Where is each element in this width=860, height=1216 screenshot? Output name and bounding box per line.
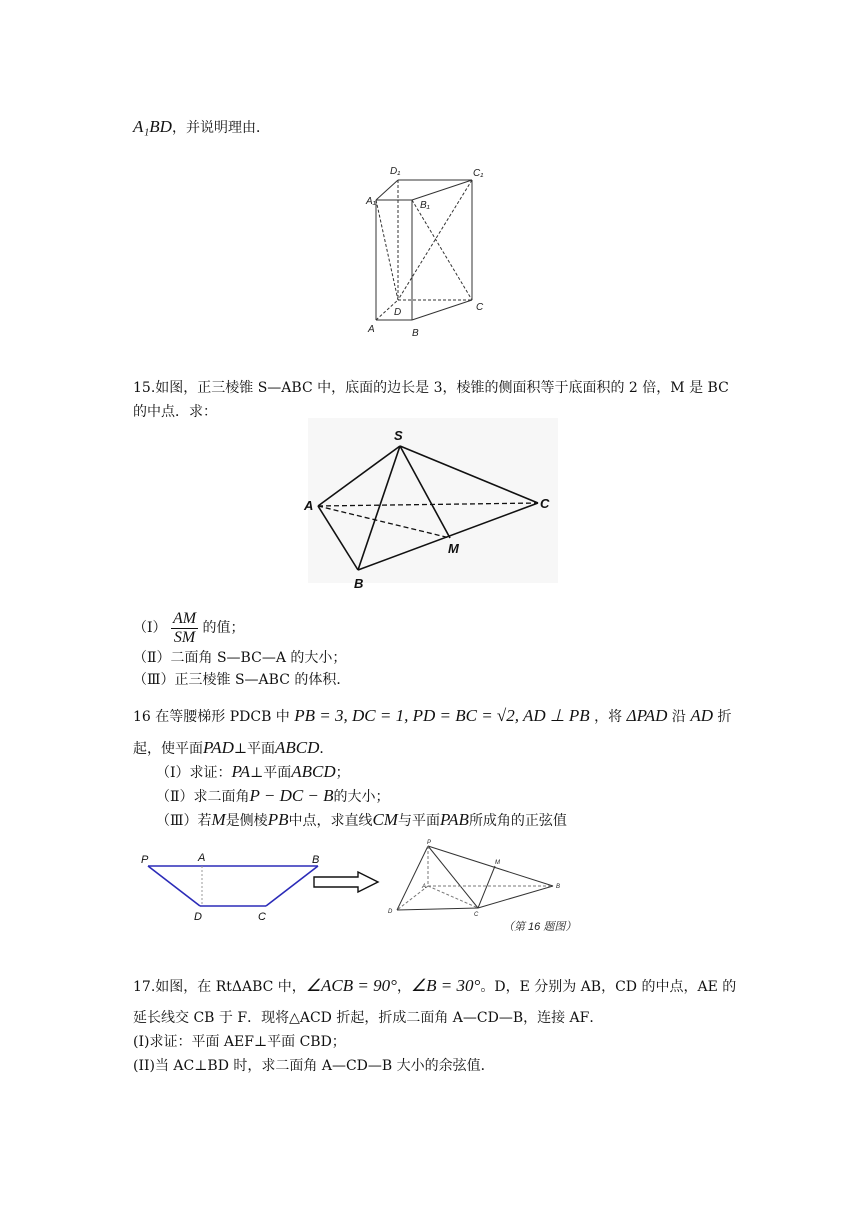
q16-l1-m2: ΔPAD [626, 706, 668, 725]
q16-l1-d: 折 [717, 709, 732, 725]
folded-pyramid-figure [385, 838, 585, 933]
q16-p3-d: 与平面 [397, 813, 440, 829]
label-p: P [141, 854, 149, 866]
prism-figure [360, 160, 500, 340]
q15-part2: （Ⅱ）二面角 S—BC—A 的大小； [133, 650, 347, 666]
q16-p1-a: （Ⅰ）求证： [156, 765, 232, 781]
q16-p3-m1: M [211, 810, 226, 829]
q16-p1-m1: PA [231, 762, 251, 781]
q16-p3-b: 是侧棱 [225, 813, 268, 829]
q16-p1-b: ⊥平面 [250, 765, 292, 781]
q15-line2: 的中点．求： [133, 404, 217, 420]
label-d1: D₁ [390, 166, 401, 177]
q16-l2-m1: PAD [203, 738, 234, 757]
q15-part1-suffix: 的值； [202, 620, 245, 636]
q16-l1-m3: AD [690, 706, 714, 725]
trapezoid-figure [138, 850, 338, 925]
q16-p3-a: （Ⅲ）若 [156, 813, 212, 829]
q16-p1-m2: ABCD [291, 762, 336, 781]
q16-p3-m3: CM [372, 810, 398, 829]
q16-p2-m: P − DC − B [249, 786, 334, 805]
label-b1: B₁ [420, 200, 430, 211]
q16-p3-m2: PB [267, 810, 289, 829]
label-b: B [556, 884, 561, 890]
figure-caption: （第 16 题图） [503, 921, 577, 933]
q16-line1 [133, 706, 731, 727]
q16-l2-c: ． [319, 741, 334, 757]
label-a: A [198, 852, 206, 864]
fraction-numerator: AM [172, 609, 197, 627]
label-m: M [495, 860, 500, 866]
q16-part2 [156, 786, 390, 807]
q16-p2-a: （Ⅱ）求二面角 [156, 789, 250, 805]
label-m: M [448, 541, 459, 556]
label-c: C [258, 911, 266, 923]
q16-part3 [156, 810, 567, 831]
label-s: S [394, 428, 403, 443]
q17-l1-c: 。D，E 分别为 AB，CD 的中点，AE 的 [480, 979, 737, 995]
q15-part1-prefix: （Ⅰ） [133, 620, 167, 636]
q16-part1 [156, 762, 350, 783]
label-a: A [422, 884, 427, 890]
q17-l1-b: ， [396, 979, 411, 995]
q15-part3: （Ⅲ）正三棱锥 S—ABC 的体积． [133, 672, 351, 688]
q15-part1 [133, 608, 245, 648]
q16-l1-m1: PB = 3, DC = 1, PD = BC = √2, AD ⊥ PB [294, 706, 590, 725]
q16-p2-b: 的大小； [333, 789, 390, 805]
q16-p3-c: 中点，求直线 [288, 813, 373, 829]
fraction-am-sm [171, 610, 198, 647]
label-b: B [354, 576, 364, 591]
math-a1bd: A₁BD [133, 117, 172, 136]
q16-p3-m4: PAB [439, 810, 469, 829]
label-a: A [304, 498, 314, 513]
q16-l2-a: 起，使平面 [133, 741, 203, 757]
label-p: P [427, 840, 432, 846]
label-a: A [368, 324, 375, 335]
label-d: D [194, 911, 202, 923]
fraction-denominator: SM [173, 628, 196, 646]
q17-l1-a: 17.如图，在 RtΔABC 中， [133, 979, 306, 995]
q17-part1: (I)求证：平面 AEF⊥平面 CBD； [133, 1034, 346, 1050]
q17-l1-m1: ∠ACB = 90° [305, 976, 397, 995]
problem14-tail [133, 117, 270, 138]
q16-line2 [133, 738, 333, 759]
label-c: C [476, 302, 484, 313]
text-reason: ，并说明理由． [171, 120, 270, 136]
label-d: D [388, 909, 393, 915]
q17-part2: (II)当 AC⊥BD 时，求二面角 A—CD—B 大小的余弦值． [133, 1058, 495, 1074]
label-c: C [474, 912, 479, 918]
q17-line1 [133, 976, 736, 997]
q17-l1-m2: ∠B = 30° [410, 976, 481, 995]
label-c: C [540, 496, 550, 511]
label-c1: C₁ [473, 168, 484, 179]
label-d: D [394, 307, 402, 318]
q17-line2: 延长线交 CB 于 F．现将△ACD 折起，折成二面角 A—CD—B，连接 AF． [133, 1010, 604, 1026]
q16-l1-b: ，将 [594, 709, 623, 725]
q16-l1-a: 16 在等腰梯形 PDCB 中 [133, 709, 290, 725]
q15-line1: 15.如图，正三棱锥 S—ABC 中，底面的边长是 3，棱锥的侧面积等于底面积的 2 倍，M 是 BC [133, 380, 729, 396]
q16-p3-e: 所成角的正弦值 [468, 813, 567, 829]
q16-l1-c: 沿 [671, 709, 686, 725]
label-a1: A₁ [366, 196, 376, 207]
label-b: B [412, 328, 419, 339]
label-b: B [312, 854, 320, 866]
arrow-icon [312, 870, 382, 894]
q16-p1-c: ； [335, 765, 350, 781]
pyramid-figure [300, 418, 570, 598]
q16-l2-b: ⊥平面 [233, 741, 276, 757]
q16-l2-m2: ABCD [275, 738, 320, 757]
